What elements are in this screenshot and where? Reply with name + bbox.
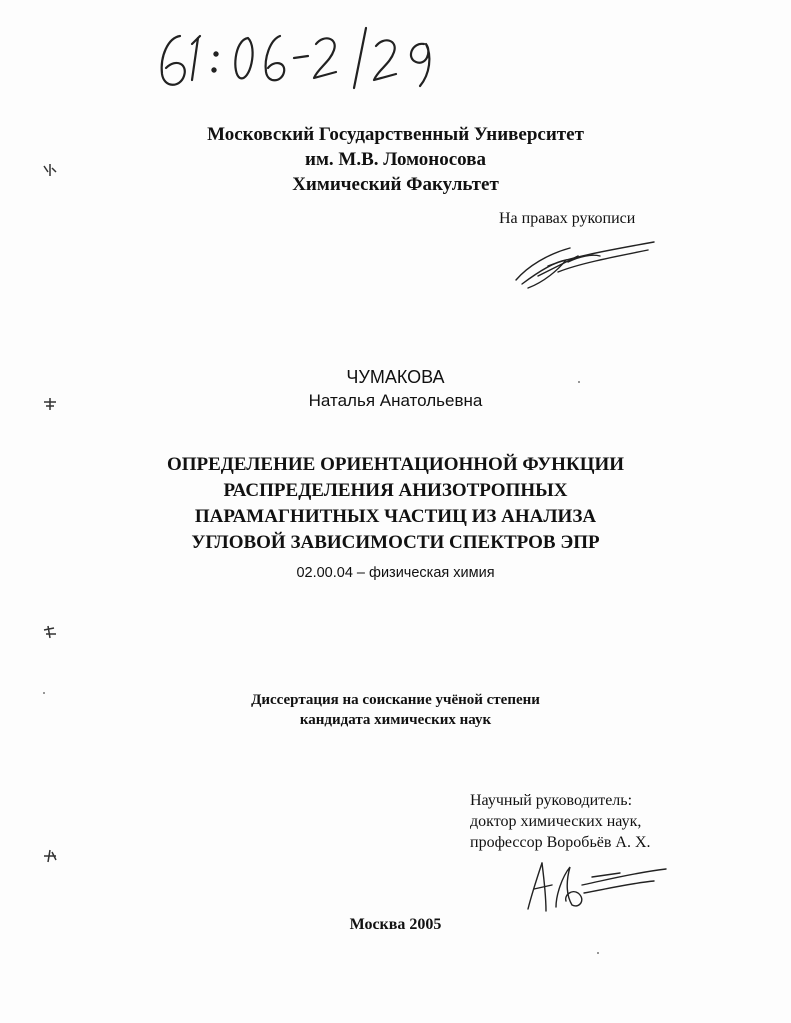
dissertation-title bbox=[0, 452, 791, 556]
author-surname: ЧУМАКОВА bbox=[346, 367, 445, 387]
faculty-name: Химический Факультет bbox=[292, 174, 499, 195]
author-name: Наталья Анатольевна bbox=[308, 391, 483, 410]
supervisor-heading: Научный руководитель: bbox=[470, 792, 633, 809]
margin-punch-mark bbox=[40, 394, 60, 414]
margin-punch-mark bbox=[40, 622, 60, 642]
university-name: Московский Государственный Университет bbox=[207, 124, 584, 145]
supervisor-signature bbox=[522, 855, 672, 915]
margin-punch-mark bbox=[40, 160, 60, 180]
supervisor-block bbox=[470, 790, 651, 853]
city-and-year: Москва 2005 bbox=[349, 916, 442, 933]
margin-punch-mark bbox=[40, 846, 60, 866]
degree-line: Диссертация на соискание учёной степени bbox=[251, 692, 540, 708]
specialty-code: 02.00.04 – физическая химия bbox=[296, 565, 495, 581]
university-header bbox=[0, 122, 791, 197]
title-line: ОПРЕДЕЛЕНИЕ ОРИЕНТАЦИОННОЙ ФУНКЦИИ bbox=[166, 454, 625, 475]
scan-speck bbox=[597, 952, 599, 954]
scan-speck bbox=[578, 381, 580, 383]
supervisor-degree: доктор химических наук, bbox=[470, 813, 642, 830]
degree-statement bbox=[0, 690, 791, 730]
handwritten-archive-code bbox=[140, 8, 460, 98]
supervisor-name: профессор Воробьёв А. Х. bbox=[470, 834, 651, 851]
university-named-after: им. М.В. Ломоносова bbox=[305, 149, 486, 170]
title-line: РАСПРЕДЕЛЕНИЯ АНИЗОТРОПНЫХ bbox=[223, 480, 568, 501]
author-signature bbox=[508, 236, 658, 291]
rights-note: На правах рукописи bbox=[499, 210, 636, 227]
scan-speck bbox=[43, 692, 45, 694]
title-line: ПАРАМАГНИТНЫХ ЧАСТИЦ ИЗ АНАЛИЗА bbox=[194, 506, 597, 527]
title-line: УГЛОВОЙ ЗАВИСИМОСТИ СПЕКТРОВ ЭПР bbox=[191, 532, 600, 553]
degree-line: кандидата химических наук bbox=[299, 712, 492, 728]
